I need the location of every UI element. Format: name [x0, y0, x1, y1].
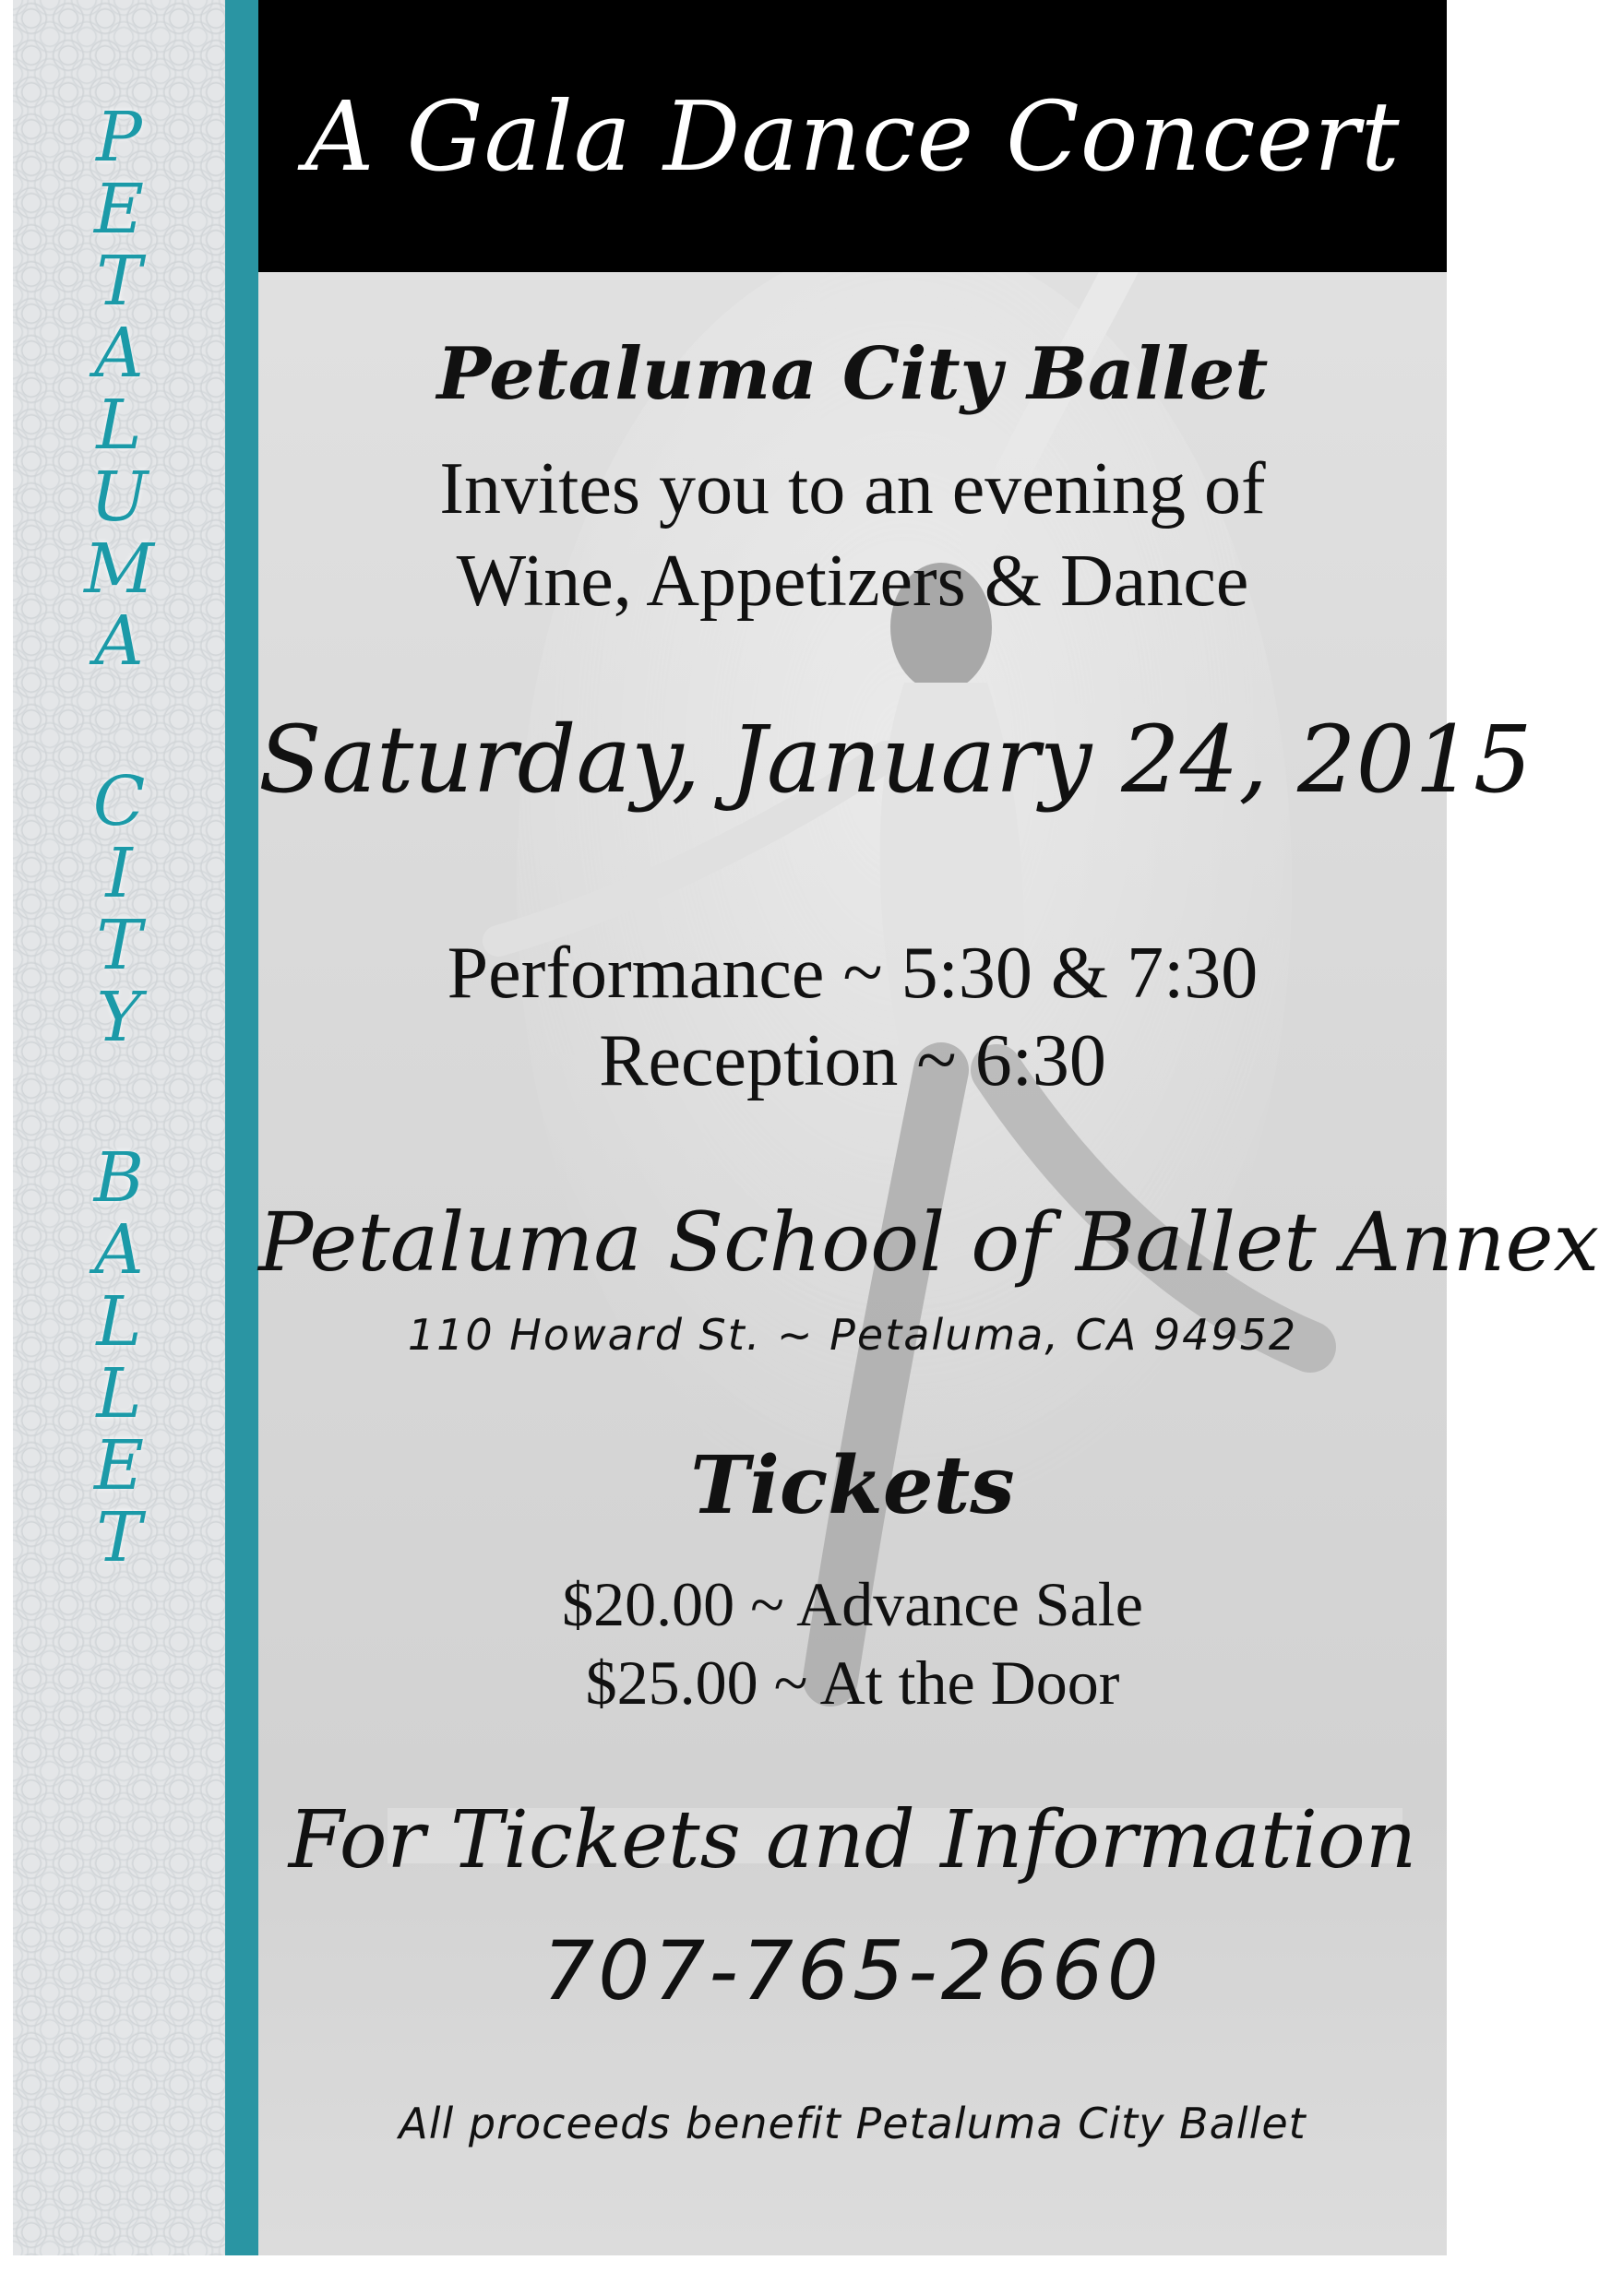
- organization-name: Petaluma City Ballet: [436, 332, 1269, 416]
- performance-times: Performance ~ 5:30 & 7:30: [447, 933, 1259, 1014]
- vertical-letter: A: [94, 314, 144, 393]
- vertical-letter: A: [94, 601, 144, 681]
- venue-name: Petaluma School of Ballet Annex: [258, 1195, 1599, 1290]
- teal-accent-bar: [225, 0, 258, 2255]
- vertical-letter: T: [96, 242, 142, 321]
- vertical-letter: Y: [96, 978, 142, 1057]
- proceeds-note: All proceeds benefit Petaluma City Ballet: [399, 2099, 1307, 2148]
- vertical-letter: E: [93, 170, 145, 249]
- vertical-letter: I: [105, 834, 133, 913]
- vertical-letter: L: [96, 1354, 142, 1434]
- advance-price: $20.00 ~ Advance Sale: [562, 1569, 1143, 1639]
- invitation-line-1: Invites you to an evening of: [439, 448, 1266, 529]
- door-price: $25.00 ~ At the Door: [585, 1648, 1120, 1718]
- flyer-main-panel: [258, 0, 1599, 2255]
- venue-address: 110 Howard St. ~ Petaluma, CA 94952: [407, 1310, 1298, 1360]
- reception-time: Reception ~ 6:30: [599, 1020, 1106, 1101]
- vertical-letter: E: [93, 1426, 145, 1505]
- event-date: Saturday, January 24, 2015: [258, 706, 1533, 814]
- vertical-letter: A: [94, 1210, 144, 1290]
- vertical-letter: T: [96, 1498, 142, 1577]
- vertical-letter: U: [89, 458, 149, 537]
- vertical-letter: L: [96, 386, 142, 465]
- contact-phone: 707-765-2660: [543, 1923, 1163, 2018]
- vertical-letter: T: [96, 906, 142, 985]
- vertical-letter: L: [96, 1282, 142, 1362]
- concert-title: A Gala Dance Concert: [304, 79, 1401, 193]
- vertical-letter: P: [96, 98, 142, 177]
- header-banner: [258, 0, 1447, 272]
- tickets-heading: Tickets: [690, 1439, 1015, 1532]
- vertical-letter: B: [93, 1138, 145, 1218]
- vertical-org-name: [13, 98, 225, 2159]
- vertical-letter: M: [84, 529, 154, 609]
- vertical-letter: C: [92, 762, 146, 841]
- contact-heading: For Tickets and Information: [288, 1794, 1417, 1886]
- invitation-line-2: Wine, Appetizers & Dance: [456, 541, 1249, 622]
